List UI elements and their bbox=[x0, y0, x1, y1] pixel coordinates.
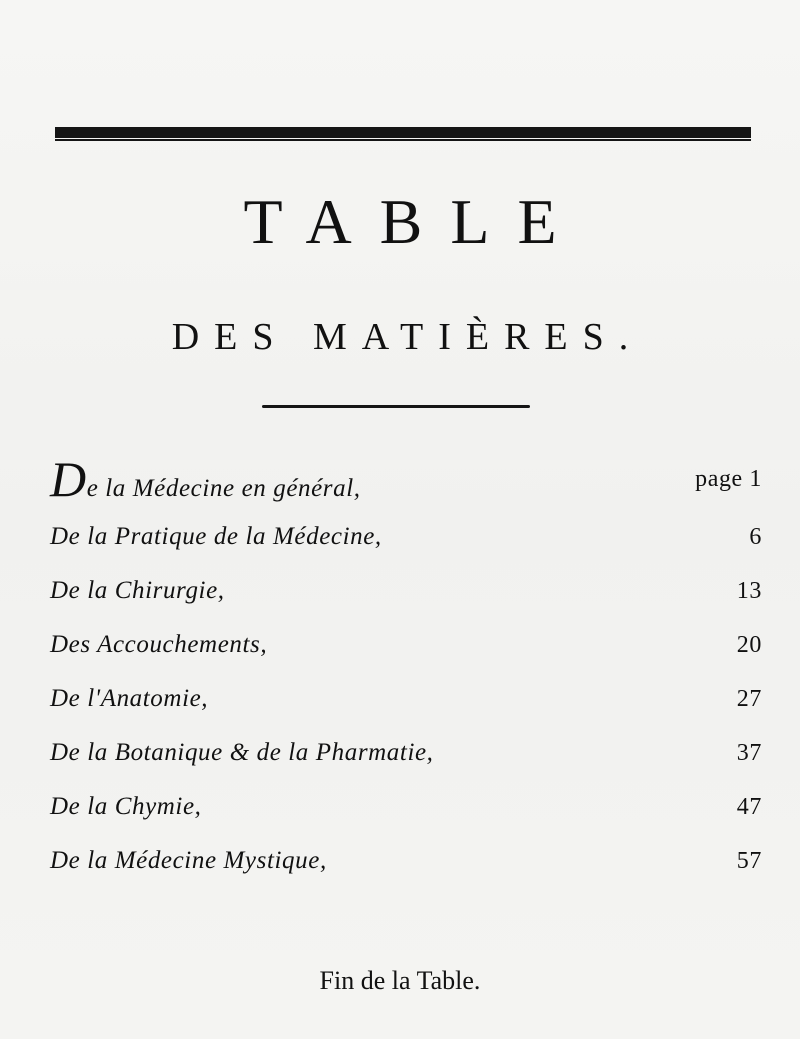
toc-entry bbox=[50, 564, 762, 618]
toc-entry-page: 47 bbox=[736, 793, 762, 820]
toc-entry-label: De la Botanique & de la Pharmatie, bbox=[50, 739, 434, 766]
toc-entry bbox=[50, 618, 762, 672]
toc-entry-page: page 1 bbox=[695, 465, 762, 492]
toc-entry-label: De la Médecine Mystique, bbox=[50, 847, 327, 874]
end-of-table-note: Fin de la Table. bbox=[319, 966, 481, 995]
toc-entry bbox=[50, 448, 762, 510]
toc-entry bbox=[50, 834, 762, 888]
toc-entry-page: 13 bbox=[736, 577, 762, 604]
toc-entry-label: De la Chirurgie, bbox=[50, 577, 225, 604]
table-of-contents bbox=[50, 448, 762, 888]
toc-entry-label: De la Chymie, bbox=[50, 793, 202, 820]
page-title: TABLE bbox=[243, 186, 585, 257]
toc-entry-label: De l'Anatomie, bbox=[50, 685, 209, 712]
toc-entry bbox=[50, 510, 762, 564]
toc-entry-page: 6 bbox=[749, 523, 762, 550]
title-divider bbox=[262, 405, 530, 408]
toc-entry-label: De la Pratique de la Médecine, bbox=[50, 523, 382, 550]
toc-entry bbox=[50, 780, 762, 834]
toc-entry-label: Des Accouchements, bbox=[50, 631, 268, 658]
top-double-rule bbox=[55, 127, 751, 141]
toc-entry-page: 27 bbox=[736, 685, 762, 712]
toc-entry bbox=[50, 672, 762, 726]
toc-entry-page: 37 bbox=[736, 739, 762, 766]
toc-entry-page: 57 bbox=[736, 847, 762, 874]
page-subtitle: DES MATIÈRES. bbox=[171, 316, 644, 358]
toc-entry-page: 20 bbox=[736, 631, 762, 658]
toc-entry bbox=[50, 726, 762, 780]
toc-entry-label: De la Médecine en général, bbox=[50, 451, 361, 507]
